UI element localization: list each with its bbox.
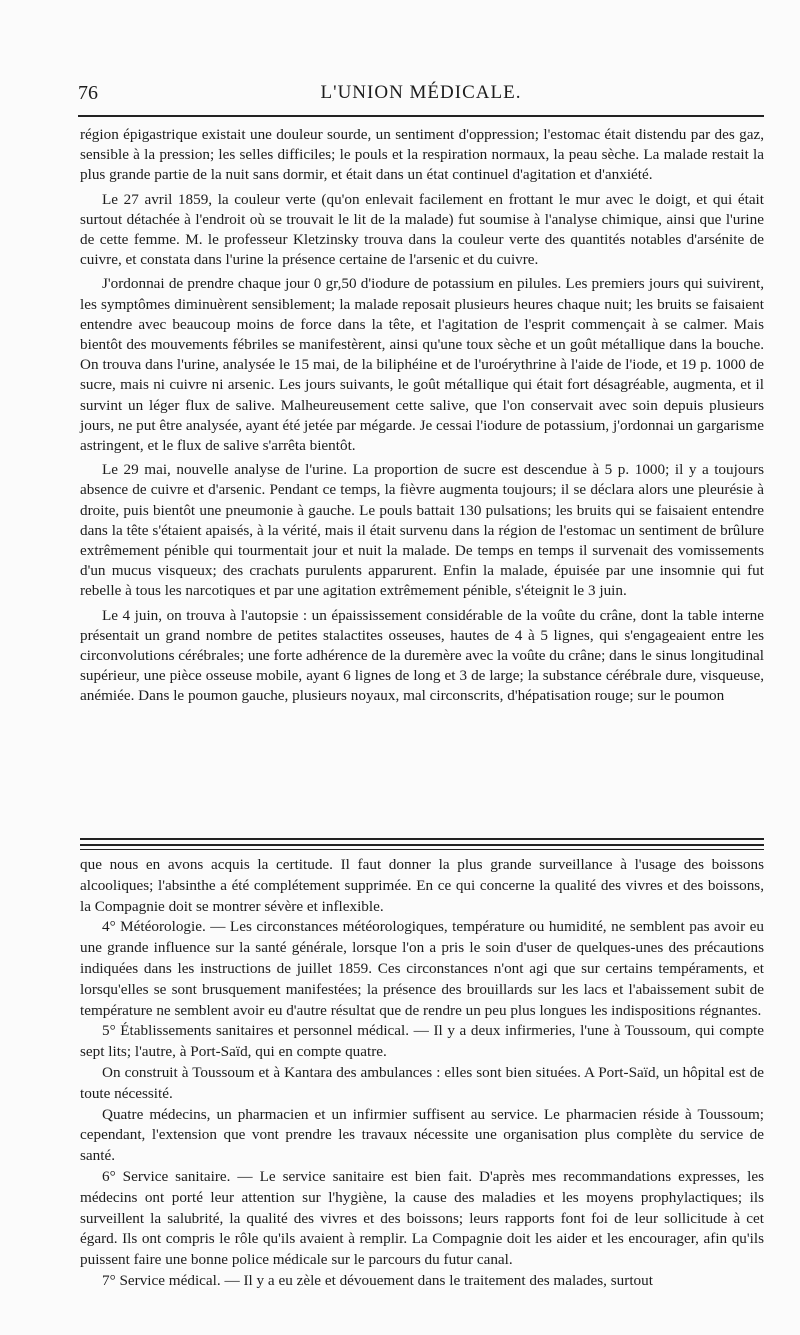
paragraph: 6° Service sanitaire. — Le service sanitaire est bien fait. D'après mes recommandations expresses, les médecins ont porté leur attention sur l'hygiène, la cause des maladies et les moyens prophylactiques; ils surveillent la salubrité, la qualité des vivres et des boissons; leurs rapports font foi de leur sollicitude à cet égard. Ils ont compris le rôle qu'ils avaient à remplir. La Compagnie doit les aider et les encourager, afin qu'ils puissent faire une bonne police médicale sur le parcours du futur canal. [80,1167,764,1269]
paragraph: Le 29 mai, nouvelle analyse de l'urine. La proportion de sucre est descendue à 5 p. 1000; il y a toujours absence de cuivre et d'arsenic. Pendant ce temps, la fièvre augmenta toujours; il se déclara alors une pleurésie à droite, puis bientôt une pneumonie à gauche. Le pouls battait 130 pulsations; les bruits qui se faisaient entendre dans la tête s'étaient apaisés, à la vérité, mais il était survenu dans la région de l'estomac un sentiment de brûlure extrêmement pénible qui tourmentait jour et nuit la malade. De temps en temps il survenait des vomissements d'un mucus visqueux; des crachats purulents apparurent. Enfin la malade, épuisée par une insomnie qui fut rebelle à tous les narcotiques et par une agitation extrêmement pénible, s'éteignit le 3 juin. [80,461,764,600]
page-number: 76 [78,82,98,104]
header-rule [78,115,764,117]
page-header [78,82,764,112]
paragraph: région épigastrique existait une douleur sourde, un sentiment d'oppression; l'estomac était distendu par des gaz, sensible à la pression; les selles difficiles; le pouls et la respiration normaux, la peau sèche. La malade restait la plus grande partie de la nuit sans dormir, et était dans un état continuel d'agitation et d'anxiété. [80,126,764,184]
paragraph: Le 4 juin, on trouva à l'autopsie : un épaississement considérable de la voûte du crâne, dont la table interne présentait un grand nombre de petites stalactites osseuses, hautes de 4 à 5 lignes, qui s'engageaient entre les circonvolutions cérébrales; une forte adhérence de la duremère avec la voûte du crâne; dans le sinus longitudinal supérieur, une pièce osseuse mobile, ayant 6 lignes de long et 3 de large; la substance cérébrale dure, visqueuse, anémiée. Dans le poumon gauche, plusieurs noyaux, mal circonscrits, d'hépatisation rouge; sur le poumon [80,606,765,705]
paragraph: que nous en avons acquis la certitude. Il faut donner la plus grande surveillance à l'usage des boissons alcooliques; l'absinthe a été complétement supprimée. En ce qui concerne la qualité des vivres et des boissons, la Compagnie doit se montrer sévère et inflexible. [80,856,764,915]
separator-rule [80,844,764,846]
journal-title: L'UNION MÉDICALE. [320,82,522,103]
bottom-article-text [80,855,764,1292]
paragraph: 5° Établissements sanitaires et personnel médical. — Il y a deux infirmeries, l'une à Toussoum, qui compte sept lits; l'autre, à Port-Saïd, qui en compte quatre. [80,1022,764,1061]
paragraph: J'ordonnai de prendre chaque jour 0 gr,50 d'iodure de potassium en pilules. Les premiers jours qui suivirent, les symptômes diminuèrent sensiblement; la malade reposait plusieurs heures chaque nuit; les bruits se faisaient entendre avec beaucoup moins de force dans la tête, et l'agitation de l'esprit commençait à se calmer. Mais bientôt des mouvements fébriles se manifestèrent, ainsi qu'une toux sèche et un goût métallique dans la bouche. On trouva dans l'urine, analysée le 15 mai, de la biliphéine et de l'uroérythrine à l'aide de l'iode, et 19 p. 1000 de sucre, mais ni cuivre ni arsenic. Les jours suivants, le goût métallique qui était fort désagréable, augmenta, et il survint un léger flux de salive. Malheureusement cette salive, que l'on conservait avec soin depuis plusieurs jours, ne put être analysée, ayant été jetée par mégarde. Je cessai l'iodure de potassium, j'ordonnai un gargarisme astringent, et le flux de salive s'arrêta bientôt. [80,275,764,455]
paragraph: 7° Service médical. — Il y a eu zèle et dévouement dans le traitement des malades, surtout [102,1271,653,1289]
top-article-text [80,125,764,707]
paragraph: Quatre médecins, un pharmacien et un infirmier suffisent au service. Le pharmacien réside à Toussoum; cependant, l'extension que vont prendre les travaux nécessite une organisation plus complète du service de santé. [80,1105,764,1165]
paragraph: On construit à Toussoum et à Kantara des ambulances : elles sont bien situées. A Port-Saïd, un hôpital est de toute nécessité. [80,1063,764,1102]
section-rule [80,838,764,840]
paragraph: 4° Météorologie. — Les circonstances météorologiques, température ou humidité, ne semblent pas avoir eu une grande influence sur la santé générale, lorsque l'on a pris le soin d'user de quelques-unes des précautions indiquées dans les instructions de juillet 1859. Ces circonstances n'ont agi que sur certains tempéraments, et lorsqu'elles se sont brusquement manifestées; la présence des brouillards sur les lacs et l'abaissement subit de température ne semblent avoir eu d'autre résultat que de rendre un peu plus longues les indispositions régnantes. [80,918,764,1019]
paragraph: Le 27 avril 1859, la couleur verte (qu'on enlevait facilement en frottant le mur avec le doigt, et qui était surtout détachée à l'endroit où se trouvait le lit de la malade) fut soumise à l'analyse chimique, ainsi que l'urine de cette femme. M. le professeur Kletzinsky trouva dans la couleur verte des quantités notables d'arsénite de cuivre, et constata dans l'urine la présence certaine de l'arsenic et du cuivre. [80,190,764,269]
separator-rule [80,849,764,850]
